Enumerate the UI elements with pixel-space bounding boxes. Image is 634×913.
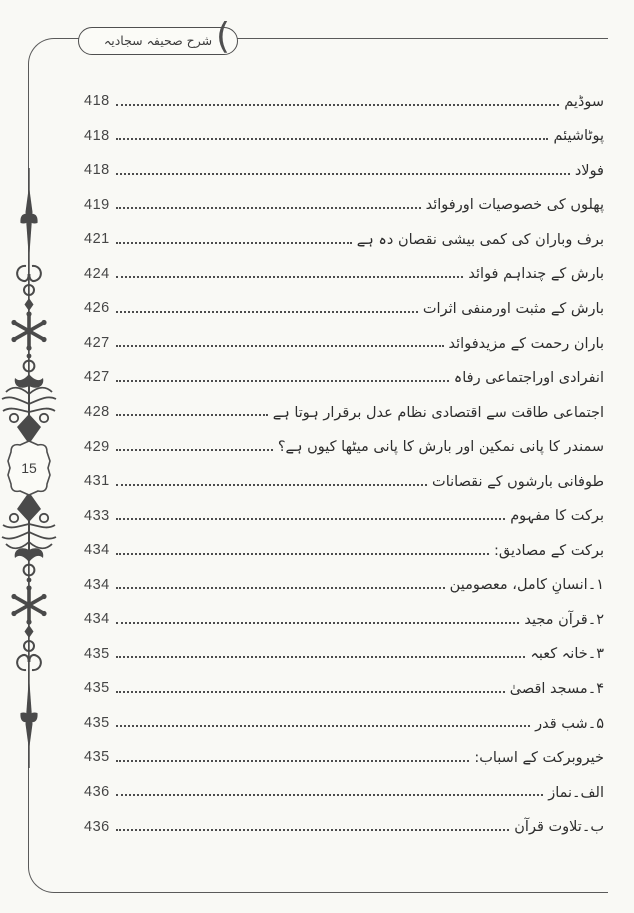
- toc-entry-page: 418: [84, 93, 110, 110]
- toc-row: [84, 801, 604, 836]
- toc-row: [84, 180, 604, 215]
- toc-row: [84, 76, 604, 111]
- toc-row: [84, 145, 604, 180]
- toc-entry-title: ۲۔قرآن مجید: [524, 611, 604, 628]
- toc-entry-page: 427: [84, 334, 110, 351]
- toc-entry-title: برکت کے مصادیق:: [493, 542, 604, 559]
- toc-entry-page: 436: [84, 818, 110, 835]
- leader-dots: [116, 656, 525, 658]
- leader-dots: [116, 518, 505, 520]
- toc-row: [84, 491, 604, 526]
- leader-dots: [116, 622, 519, 624]
- toc-entry-page: 418: [84, 127, 110, 144]
- toc-row: [84, 421, 604, 456]
- toc-entry-title: پوٹاشیئم: [553, 128, 604, 145]
- toc-entry-page: 429: [84, 438, 110, 455]
- toc-row: [84, 283, 604, 318]
- toc-entry-title: سوڈیم: [564, 93, 604, 110]
- toc-entry-page: 435: [84, 714, 110, 731]
- leader-dots: [116, 345, 444, 347]
- toc-entry-title: پھلوں کی خصوصیات اورفوائد: [425, 197, 604, 214]
- toc-entry-title: بارش کے چنداہم فوائد: [468, 266, 604, 283]
- toc-row: [84, 525, 604, 560]
- leader-dots: [116, 242, 352, 244]
- leader-dots: [116, 794, 543, 796]
- toc-entry-title: خیروبرکت کے اسباب:: [474, 750, 604, 767]
- toc-entry-title: فولاد: [574, 162, 604, 179]
- toc-entry-page: 419: [84, 196, 110, 213]
- toc-entry-title: الف۔نماز: [548, 784, 604, 801]
- toc-entry-page: 436: [84, 783, 110, 800]
- toc-entry-page: 434: [84, 576, 110, 593]
- leader-dots: [116, 691, 505, 693]
- leader-dots: [116, 829, 509, 831]
- toc-row: [84, 767, 604, 802]
- toc-row: [84, 629, 604, 664]
- toc-entry-page: 431: [84, 473, 110, 490]
- toc-row: [84, 560, 604, 595]
- leader-dots: [116, 760, 469, 762]
- toc-entry-page: 434: [84, 542, 110, 559]
- toc-entry-title: ۳۔خانہ کعبہ: [530, 646, 604, 663]
- toc-entry-title: ب۔تلاوت قرآن: [514, 819, 604, 836]
- toc-entry-page: 421: [84, 231, 110, 248]
- toc-entry-title: ۴۔مسجد اقصیٰ: [509, 681, 604, 697]
- leader-dots: [116, 587, 445, 589]
- toc-entry-page: 435: [84, 645, 110, 662]
- leader-dots: [116, 380, 449, 382]
- toc-list: [84, 76, 604, 836]
- toc-row: [84, 732, 604, 767]
- toc-row: [84, 249, 604, 284]
- leader-dots: [116, 553, 489, 555]
- toc-row: [84, 663, 604, 698]
- leader-dots: [116, 138, 548, 140]
- leader-dots: [116, 414, 268, 416]
- toc-entry-title: ۱۔انسانِ کامل، معصومین: [449, 577, 604, 594]
- toc-entry-page: 428: [84, 403, 110, 420]
- toc-entry-title: بارش کے مثبت اورمنفی اثرات: [422, 300, 604, 317]
- toc-row: [84, 387, 604, 422]
- toc-entry-title: باران رحمت کے مزیدفوائد: [448, 335, 604, 352]
- leader-dots: [116, 276, 463, 278]
- leader-dots: [116, 173, 570, 175]
- toc-row: [84, 111, 604, 146]
- toc-entry-page: 427: [84, 369, 110, 386]
- toc-row: [84, 214, 604, 249]
- leader-dots: [116, 449, 273, 451]
- toc-row: [84, 594, 604, 629]
- toc-entry-page: 434: [84, 611, 110, 628]
- leader-dots: [116, 725, 530, 727]
- page-number: 15: [21, 460, 37, 476]
- header-title-box: [78, 27, 238, 55]
- toc-entry-title: طوفانی بارشوں کے نقصانات: [432, 473, 604, 490]
- toc-entry-title: سمندر کا پانی نمکین اور بارش کا پانی میٹھا کیوں ہے؟: [277, 439, 604, 456]
- toc-entry-page: 435: [84, 680, 110, 697]
- toc-entry-title: انفرادی اوراجتماعی رفاہ: [453, 370, 604, 387]
- toc-row: [84, 698, 604, 733]
- toc-entry-title: برف وباران کی کمی بیشی نقصان دہ ہے: [356, 231, 604, 248]
- toc-entry-title: برکت کا مفہوم: [510, 508, 604, 525]
- toc-entry-page: 424: [84, 265, 110, 282]
- floral-border-ornament: [0, 168, 59, 768]
- leader-dots: [116, 104, 559, 106]
- toc-row: [84, 318, 604, 353]
- toc-entry-page: 418: [84, 162, 110, 179]
- toc-entry-title: اجتماعی طاقت سے اقتصادی نظام عدل برقرار ہوتا ہے: [272, 404, 604, 421]
- leader-dots: [116, 484, 427, 486]
- leader-dots: [116, 207, 421, 209]
- toc-entry-title: ۵۔شب قدر: [535, 715, 604, 732]
- toc-entry-page: 435: [84, 749, 110, 766]
- toc-entry-page: 426: [84, 300, 110, 317]
- toc-row: [84, 352, 604, 387]
- toc-row: [84, 456, 604, 491]
- header-paren-decoration: (: [216, 16, 231, 57]
- book-title: شرح صحیفہ سجادیہ: [103, 33, 213, 49]
- toc-entry-page: 433: [84, 507, 110, 524]
- leader-dots: [116, 311, 418, 313]
